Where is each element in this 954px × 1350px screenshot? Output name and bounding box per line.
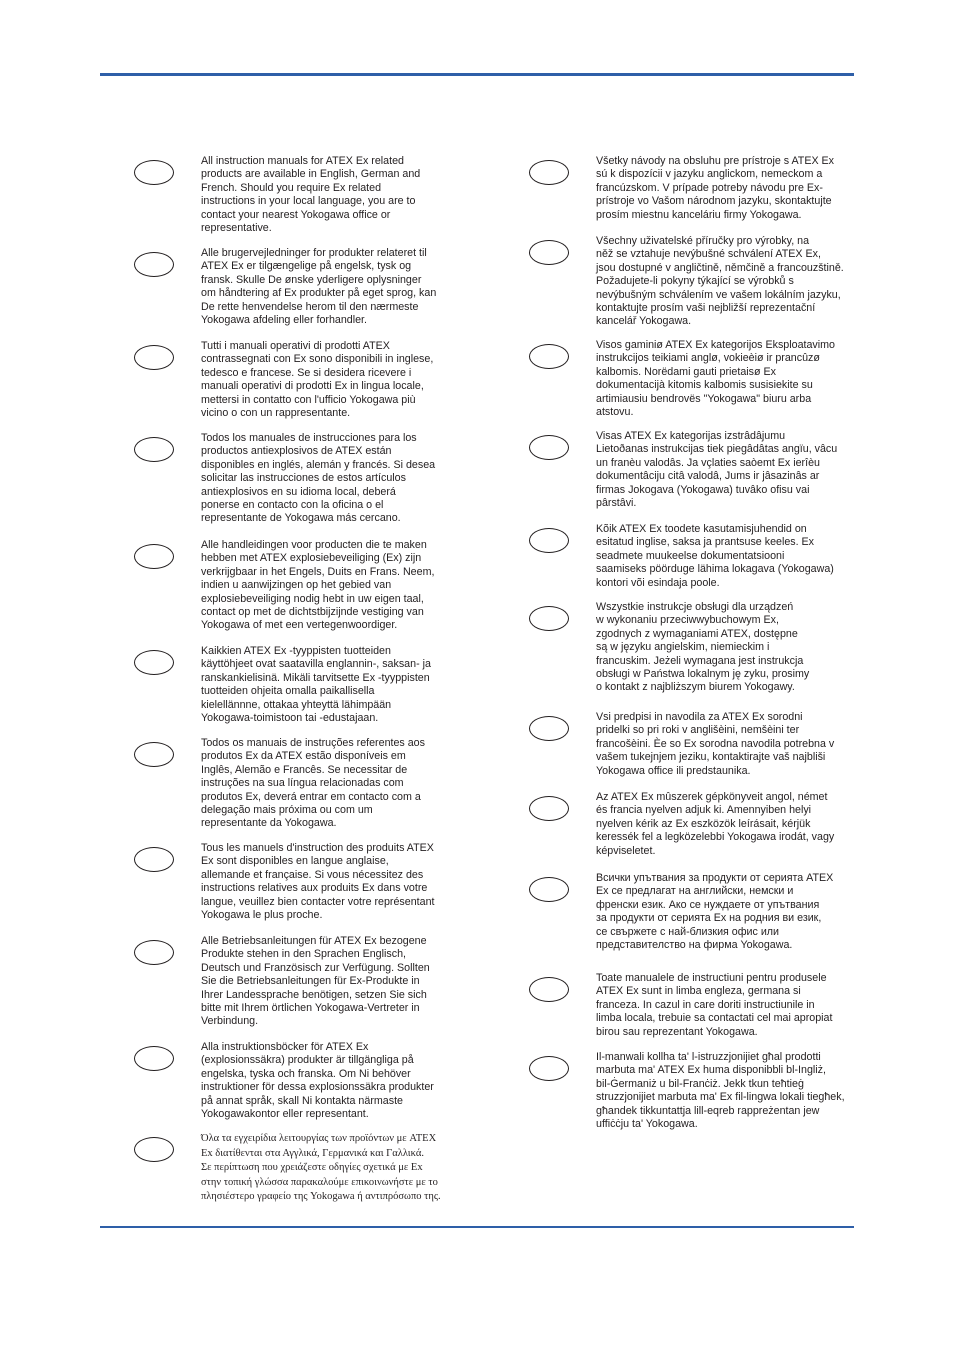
entry-text: Kaikkien ATEX Ex -tyyppisten tuotteiden käyttöhjeet ovat saatavilla englannin-, saksan- ja ranskankielisinä. Mikäli tarvitsette Ex -tyyppisten tuotteiden ohjeita omalla paikallisella kielellännne, ottakaa yhteyttä lähimpään Yokogawa-toimistoon tai -edustajaan.: [201, 645, 431, 725]
language-oval: [529, 240, 569, 265]
entry-text: Všetky návody na obsluhu pre prístroje s ATEX Ex sú k dispozícii v jazyku anglickom, nemeckom a francúzskom. V prípade potreby návodu pre Ex- prístroje vo Vašom národnom jazyku, skontaktujte prosím miestnu kanceláriu firmy Yokogawa.: [596, 155, 835, 221]
entry-text: Todos os manuais de instruções referentes aos produtos Ex da ATEX estão disponíveis em Inglês, Alemão e Francês. Se necessitar de instruções na sua língua relacionadas com produtos Ex, deverá entrar em contacto com a delegação mais próxima ou com um representante da Yokogawa.: [201, 737, 425, 830]
language-oval: [134, 1137, 174, 1162]
entry-text: Všechny uživatelské příručky pro výrobky, na něž se vztahuje nevýbušné schválení ATEX Ex, jsou dostupné v angličtině, němčině a francouzštině. Požadujete-li pokyny týkající se výrobků s nevýbušným schválením ve vašem lokálním jazyku, kontaktujte prosím vaši nejbližší reprezentační kancelář Yokogawa.: [596, 235, 844, 328]
language-oval: [529, 877, 569, 902]
entry-text: All instruction manuals for ATEX Ex related products are available in English, German and French. Should you require Ex related instructions in your local language, you are to contact your nearest Yokogawa office or representative.: [201, 155, 421, 235]
entry-text: Il-manwali kollha ta' l-istruzzjonijiet għal prodotti marbuta ma' ATEX Ex huma disponibbli bl-Ingliż, bil-Ġermaniż u bil-Franċiż. Jekk tkun teħtieġ struzzjonijiet marbuta ma' Ex fil-lingwa lokali tiegħek, għandek tikkuntattja lill-eqreb rappreżentan jew uffiċċju ta' Yokogawa.: [596, 1051, 845, 1131]
entry-text: Todos los manuales de instrucciones para los productos antiexplosivos de ATEX están disponibles en inglés, alemán y francés. Si desea solicitar las instrucciones de estos artículos antiexplosivos en su idioma local, deberá ponerse en contacto con la oficina o el representante de Yokogawa más cercano.: [201, 432, 436, 525]
entry-text: Alle brugervejledninger for produkter relateret til ATEX Ex er tilgængelige på engelsk, tysk og fransk. Skulle De ønske yderligere oplysninger om håndtering af Ex produkter på eget sprog, kan De rette henvendelse herom til den nærmeste Yokogawa afdeling eller forhandler.: [201, 247, 437, 327]
entry-text: Az ATEX Ex mûszerek gépkönyveit angol, német és francia nyelven adjuk ki. Amennyiben helyi nyelven kérik az Ex eszközök leírásait, kérjük keressék fel a legközelebbi Yokogawa irodát, vagy képviseletet.: [596, 791, 835, 857]
language-oval: [529, 1056, 569, 1081]
language-oval: [529, 796, 569, 821]
language-oval: [529, 606, 569, 631]
entry-text: Alla instruktionsböcker för ATEX Ex (explosionssäkra) produkter är tillgängliga på engelska, tyska och franska. Om Ni behöver instruktioner för dessa explosionssäkra produkter på annat språk, skall Ni kontakta närmaste Yokogawakontor eller representant.: [201, 1041, 434, 1121]
header-rule: [100, 73, 854, 76]
language-oval: [529, 977, 569, 1002]
language-oval: [529, 528, 569, 553]
language-oval: [134, 847, 174, 872]
language-oval: [529, 716, 569, 741]
language-oval: [134, 544, 174, 569]
entry-text: Visas ATEX Ex kategorijas izstrâdâjumu Lietoðanas instrukcijas tiek piegâdâtas angïu, vâcu un franèu valodâs. Ja vçlaties saòemt Ex ierîèu dokumentâciju citâ valodâ, Jums ir jâsazinâs ar firmas Jokogava (Yokogawa) tuvâko ofisu vai pârstâvi.: [596, 430, 838, 510]
language-oval: [529, 160, 569, 185]
language-oval: [134, 437, 174, 462]
entry-text: Kõik ATEX Ex toodete kasutamisjuhendid on esitatud inglise, saksa ja prantsuse keeles. Ex seadmete muukeelse dokumentatsiooni saamiseks pöörduge lähima lokagava (Yokogawa) kontori või esindaja poole.: [596, 523, 834, 589]
entry-text: Всички упътвания за продукти от серията ATEX Ex се предлагат на английски, немски и френски език. Ако се нуждаете от упътвания за продукти от серията Ex на родния ви език, се свържете с най-близкия офис или представителство на фирма Yokogawa.: [596, 872, 834, 952]
language-oval: [134, 345, 174, 370]
language-oval: [134, 160, 174, 185]
language-oval: [134, 650, 174, 675]
language-oval: [134, 742, 174, 767]
language-oval: [134, 940, 174, 965]
entry-text: Wszystkie instrukcje obsługi dla urządzeń w wykonaniu przeciwwybuchowym Ex, zgodnych z wymaganiami ATEX, dostępne są w języku angielskim, niemieckim i francuskim. Jeżeli wymagana jest instrukcja obsługi w Państwa lokalnym ję zyku, prosimy o kontakt z najbliższym biurem Yokogawy.: [596, 601, 810, 694]
entry-text: Tous les manuels d'instruction des produits ATEX Ex sont disponibles en langue anglaise, allemande et française. Si vous nécessitez des instructions relatives aux produits Ex dans votre langue, veuillez bien contacter votre représentant Yokogawa le plus proche.: [201, 842, 435, 922]
entry-text: Toate manualele de instructiuni pentru produsele ATEX Ex sunt in limba engleza, germana si franceza. In cazul in care doriti instructiunile in limba locala, trebuie sa contactati cel mai apropiat birou sau reprezentant Yokogawa.: [596, 972, 833, 1038]
entry-text: Tutti i manuali operativi di prodotti ATEX contrassegnati con Ex sono disponibili in inglese, tedesco e francese. Se si desidera ricevere i manuali operativi di prodotti Ex in lingua locale, mettersi in contatto con l'ufficio Yokogawa più vicino o con un rappresentante.: [201, 340, 434, 420]
entry-text: Vsi predpisi in navodila za ATEX Ex sorodni pridelki so pri roki v anglišèini, nemšèini ter francošèini. Èe so Ex sorodna navodila potrebna v vašem tukejnjem jeziku, kontaktirajte vaš najbliši Yokogawa office ili predstaunika.: [596, 711, 835, 777]
entry-text: Visos gaminiø ATEX Ex kategorijos Eksploatavimo instrukcijos teikiami anglø, vokieèiø ir prancûzø kalbomis. Norëdami gauti prietaisø Ex dokumentacijà kitomis kalbomis susisiekite su artimiausiu bendrovës "Yokogawa" biuru arba atstovu.: [596, 339, 835, 419]
entry-text: Alle handleidingen voor producten die te maken hebben met ATEX explosiebeveiliging (Ex) zijn verkrijgbaar in het Engels, Duits en Frans. Neem, indien u aanwijzingen op het gebied van explosiebeveiliging nodig hebt in uw eigen taal, contact op met de dichtstbijzijnde vestiging van Yokogawa of met een vertegenwoordiger.: [201, 539, 435, 632]
language-oval: [529, 344, 569, 369]
language-oval: [134, 252, 174, 277]
language-oval: [529, 435, 569, 460]
language-oval: [134, 1046, 174, 1071]
footer-rule: [100, 1226, 854, 1228]
entry-text: Alle Betriebsanleitungen für ATEX Ex bezogene Produkte stehen in den Sprachen Englisch, Deutsch und Französisch zur Verfügung. Sollten Sie die Betriebsanleitungen für Ex-Produkte in Ihrer Landessprache benötigen, setzen Sie sich bitte mit Ihrem örtlichen Yokogawa-Vertreter in Verbindung.: [201, 935, 430, 1028]
entry-text: Όλα τα εγχειρίδια λειτουργίας των προϊόντων με ATEX Ex διατίθενται στα Αγγλικά, Γερμανικά και Γαλλικά. Σε περίπτωση που χρειάζεστε οδηγίες σχετικά με Ex στην τοπική γλώσσα παρακαλούμε επικοινωνήστε με το πλησιέστερο γραφείο της Yokogawa ή αντιπρόσωπο της.: [201, 1133, 441, 1202]
